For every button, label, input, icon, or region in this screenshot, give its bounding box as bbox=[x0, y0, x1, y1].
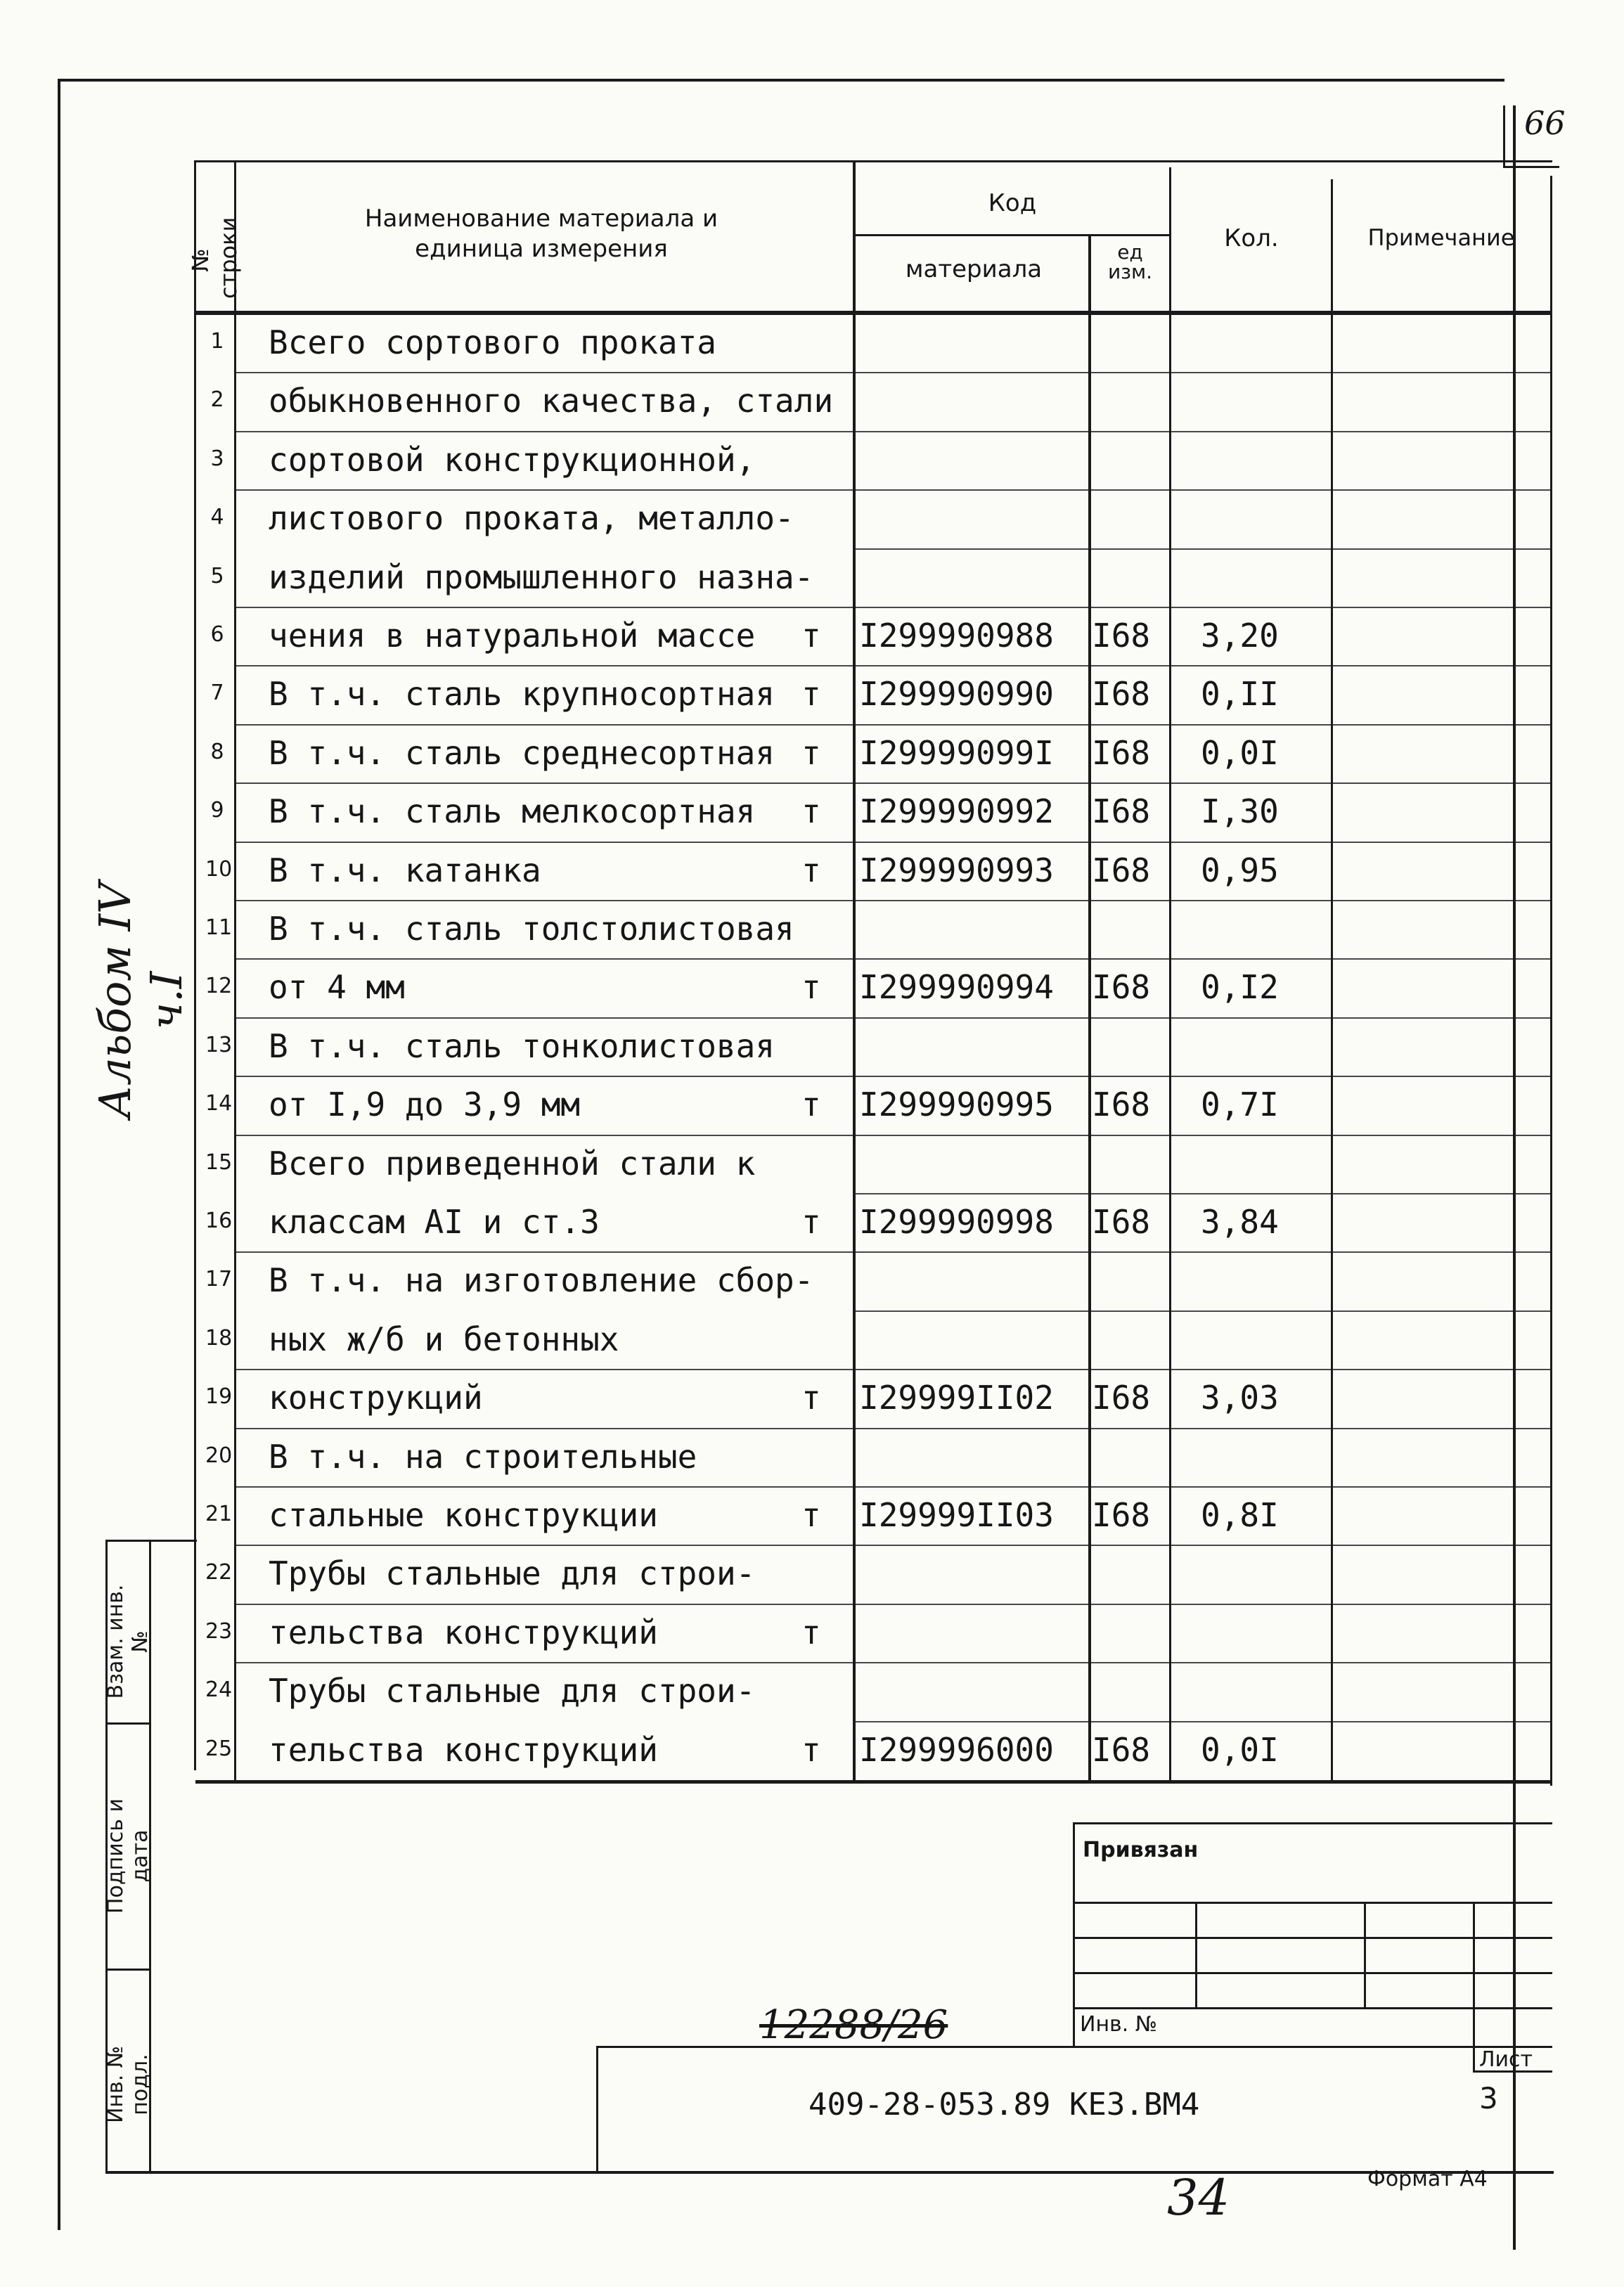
material-name: чения в натуральной массе bbox=[269, 617, 756, 655]
privyazan-line-3 bbox=[1073, 1972, 1552, 1974]
row-number: 1 bbox=[210, 329, 224, 354]
code-subheader-line bbox=[854, 234, 1171, 236]
material-code: I299990993 bbox=[859, 851, 1054, 889]
row-divider bbox=[236, 1604, 1550, 1605]
table-top bbox=[195, 160, 1552, 162]
material-name: от I,9 до 3,9 мм bbox=[269, 1085, 581, 1124]
material-name: изделий промышленного назна- bbox=[269, 558, 814, 596]
unit-code: I68 bbox=[1092, 968, 1151, 1007]
stamp-vzam: Взам. инв. № bbox=[103, 1584, 153, 1699]
frame-page-box-bottom bbox=[1503, 166, 1559, 168]
material-code: I299990995 bbox=[859, 1085, 1054, 1124]
quantity: 0,I2 bbox=[1201, 968, 1279, 1007]
row-divider bbox=[236, 372, 1550, 373]
row-divider bbox=[236, 842, 1550, 843]
unit-code: I68 bbox=[1092, 675, 1151, 714]
material-name: ных ж/б и бетонных bbox=[269, 1320, 619, 1358]
material-code: I299996000 bbox=[859, 1730, 1054, 1769]
material-name: В т.ч. сталь мелкосортная bbox=[269, 792, 756, 831]
unit-code: I68 bbox=[1092, 1496, 1151, 1534]
table-right bbox=[1550, 176, 1552, 1786]
unit: т bbox=[801, 851, 821, 889]
frame-top bbox=[60, 79, 1504, 82]
row-number: 18 bbox=[205, 1325, 233, 1351]
doc-box-top bbox=[596, 2046, 1552, 2048]
privyazan-line-2 bbox=[1073, 1937, 1552, 1939]
material-name: стальные конструкции bbox=[269, 1496, 658, 1534]
document-code: 409-28-053.89 КЕЗ.ВМ4 bbox=[808, 2087, 1200, 2122]
row-number: 10 bbox=[205, 856, 233, 882]
material-code: I29999II02 bbox=[859, 1379, 1054, 1417]
material-name: В т.ч. сталь крупносортная bbox=[269, 675, 775, 714]
material-name: тельства конструкций bbox=[269, 1730, 658, 1769]
material-name: Всего приведенной стали к bbox=[269, 1144, 756, 1183]
col-sep-qty bbox=[1331, 179, 1333, 1782]
unit: т bbox=[801, 675, 821, 714]
material-code: I299990990 bbox=[859, 675, 1054, 714]
stamp-sep-1 bbox=[105, 1722, 151, 1725]
frame-left bbox=[58, 79, 60, 2230]
row-divider bbox=[854, 1310, 1550, 1312]
row-number: 21 bbox=[205, 1502, 233, 1526]
col-sep-ed bbox=[1169, 167, 1171, 1782]
material-name: В т.ч. сталь тонколистовая bbox=[269, 1026, 775, 1065]
page-number: 66 bbox=[1524, 104, 1566, 142]
unit-code: I68 bbox=[1092, 1730, 1151, 1769]
material-name: классам AI и ст.3 bbox=[269, 1203, 600, 1241]
table-left bbox=[194, 160, 196, 1770]
material-name: В т.ч. сталь среднесортная bbox=[269, 733, 775, 772]
material-code: I29999099I bbox=[859, 733, 1054, 772]
row-number: 25 bbox=[205, 1736, 233, 1761]
row-divider bbox=[236, 665, 1550, 666]
quantity: 3,03 bbox=[1201, 1379, 1279, 1417]
col-sep-rownum bbox=[234, 160, 236, 1782]
unit: т bbox=[801, 1730, 821, 1769]
unit-code: I68 bbox=[1092, 792, 1151, 831]
stamp-sep-2 bbox=[105, 1969, 151, 1971]
unit-code: I68 bbox=[1092, 733, 1151, 772]
row-number: 6 bbox=[210, 622, 224, 647]
material-code: I299990988 bbox=[859, 617, 1054, 655]
row-divider bbox=[236, 1135, 1550, 1136]
col-sep-name bbox=[853, 160, 856, 1782]
row-number: 16 bbox=[205, 1209, 233, 1233]
privyazan-vsep-2 bbox=[1364, 1902, 1366, 2007]
row-number: 8 bbox=[210, 739, 224, 764]
stamp-podpis: Подпись и дата bbox=[103, 1798, 153, 1914]
handwritten-inventory: 12288/26 bbox=[759, 2002, 948, 2048]
unit-code: I68 bbox=[1092, 617, 1151, 655]
unit-code: I68 bbox=[1092, 1203, 1151, 1241]
material-name: от 4 мм bbox=[269, 968, 405, 1007]
header-bottom bbox=[195, 311, 1552, 315]
stamp-inv-podl: Инв. № подл. bbox=[103, 2046, 153, 2124]
row-number: 11 bbox=[205, 915, 233, 940]
row-divider bbox=[854, 548, 1550, 550]
material-name: Трубы стальные для строи- bbox=[269, 1672, 756, 1711]
header-qty: Кол. bbox=[1224, 224, 1279, 252]
stamp-col-bottom bbox=[105, 2171, 1554, 2174]
unit: т bbox=[801, 968, 821, 1007]
material-name: В т.ч. катанка bbox=[269, 851, 541, 889]
privyazan-vsep-3 bbox=[1473, 1902, 1475, 2070]
row-divider bbox=[236, 431, 1550, 432]
material-name: листового проката, металло- bbox=[269, 499, 794, 538]
material-name: сортовой конструкционной, bbox=[269, 440, 756, 479]
header-note: Примечание bbox=[1367, 224, 1515, 251]
unit: т bbox=[801, 733, 821, 772]
row-number: 13 bbox=[205, 1032, 233, 1057]
privyazan-line-4 bbox=[1073, 2007, 1552, 2009]
row-number: 24 bbox=[205, 1677, 233, 1703]
unit: т bbox=[801, 1203, 821, 1241]
row-number: 14 bbox=[205, 1091, 233, 1116]
unit: т bbox=[801, 792, 821, 831]
unit: т bbox=[801, 1379, 821, 1417]
quantity: 0,II bbox=[1201, 675, 1279, 714]
header-code-group: Код bbox=[988, 189, 1037, 217]
unit: т bbox=[801, 1496, 821, 1534]
row-divider bbox=[236, 607, 1550, 608]
col-sep-code bbox=[1088, 236, 1091, 1782]
row-number: 7 bbox=[210, 681, 224, 706]
stamp-col-top bbox=[105, 1540, 197, 1542]
row-divider bbox=[236, 1076, 1550, 1077]
unit: т bbox=[801, 1085, 821, 1124]
inv-label: Инв. № bbox=[1080, 2012, 1158, 2037]
material-name: Трубы стальные для строи- bbox=[269, 1554, 756, 1593]
row-divider bbox=[236, 1428, 1550, 1429]
quantity: 0,0I bbox=[1201, 1730, 1279, 1769]
privyazan-label: Привязан bbox=[1083, 1838, 1199, 1862]
quantity: I,30 bbox=[1201, 792, 1279, 831]
row-divider bbox=[236, 724, 1550, 726]
quantity: 0,7I bbox=[1201, 1085, 1279, 1124]
row-number: 5 bbox=[210, 563, 224, 588]
frame-page-box-left bbox=[1503, 105, 1505, 167]
unit: т bbox=[801, 1613, 821, 1651]
material-code: I299990998 bbox=[859, 1203, 1054, 1241]
sheet-label: Лист bbox=[1479, 2047, 1533, 2072]
row-number: 15 bbox=[205, 1149, 233, 1175]
row-number: 20 bbox=[205, 1443, 233, 1468]
row-number: 17 bbox=[205, 1267, 233, 1292]
header-name: Наименование материала и единица измерения bbox=[364, 205, 718, 263]
row-divider bbox=[236, 1251, 1550, 1253]
handwritten-page-number: 34 bbox=[1167, 2169, 1230, 2227]
row-divider bbox=[236, 1486, 1550, 1488]
quantity: 0,0I bbox=[1201, 733, 1279, 772]
frame-right-inner bbox=[1513, 105, 1516, 2250]
side-note: Альбом IV ч.I bbox=[89, 882, 192, 1119]
row-number: 22 bbox=[205, 1560, 233, 1585]
material-name: В т.ч. сталь толстолистовая bbox=[269, 910, 794, 948]
row-divider bbox=[236, 900, 1550, 901]
privyazan-box-left bbox=[1073, 1822, 1075, 2047]
header-code-unit: ед изм. bbox=[1107, 240, 1153, 283]
row-number: 4 bbox=[210, 505, 224, 530]
unit-code: I68 bbox=[1092, 1085, 1151, 1124]
material-name: конструкций bbox=[269, 1379, 483, 1417]
unit: т bbox=[801, 617, 821, 655]
row-divider bbox=[236, 958, 1550, 960]
quantity: 3,20 bbox=[1201, 617, 1279, 655]
quantity: 0,95 bbox=[1201, 851, 1279, 889]
material-name: обыкновенного качества, стали bbox=[269, 382, 834, 420]
row-divider bbox=[236, 782, 1550, 784]
header-code-material: материала bbox=[905, 255, 1043, 283]
row-divider bbox=[236, 1369, 1550, 1370]
privyazan-line-1 bbox=[1073, 1902, 1552, 1904]
material-code: I29999II03 bbox=[859, 1496, 1054, 1534]
quantity: 0,8I bbox=[1201, 1496, 1279, 1534]
row-number: 23 bbox=[205, 1618, 233, 1644]
row-divider bbox=[236, 1662, 1550, 1663]
row-number: 9 bbox=[210, 798, 224, 823]
header-row-number: № строки bbox=[187, 217, 242, 299]
material-name: В т.ч. на строительные bbox=[269, 1437, 697, 1476]
quantity: 3,84 bbox=[1201, 1203, 1279, 1241]
row-number: 2 bbox=[210, 387, 224, 413]
format-label: Формат А4 bbox=[1367, 2167, 1488, 2191]
material-code: I299990992 bbox=[859, 792, 1054, 831]
unit-code: I68 bbox=[1092, 1379, 1151, 1417]
row-divider bbox=[854, 1193, 1550, 1194]
material-name: Всего сортового проката bbox=[269, 323, 716, 361]
row-divider bbox=[854, 1721, 1550, 1722]
material-name: В т.ч. на изготовление сбор- bbox=[269, 1261, 814, 1300]
row-divider bbox=[236, 489, 1550, 491]
privyazan-vsep-1 bbox=[1195, 1902, 1197, 2007]
row-divider bbox=[236, 1017, 1550, 1019]
row-number: 19 bbox=[205, 1384, 233, 1410]
material-code: I299990994 bbox=[859, 968, 1054, 1007]
row-number: 12 bbox=[205, 974, 233, 999]
unit-code: I68 bbox=[1092, 851, 1151, 889]
sheet-number: 3 bbox=[1479, 2081, 1498, 2115]
row-number: 3 bbox=[210, 446, 224, 471]
privyazan-box-top bbox=[1073, 1822, 1552, 1824]
material-name: тельства конструкций bbox=[269, 1613, 658, 1651]
doc-box-left bbox=[596, 2046, 598, 2172]
row-divider bbox=[236, 1545, 1550, 1546]
table-bottom bbox=[195, 1780, 1552, 1784]
